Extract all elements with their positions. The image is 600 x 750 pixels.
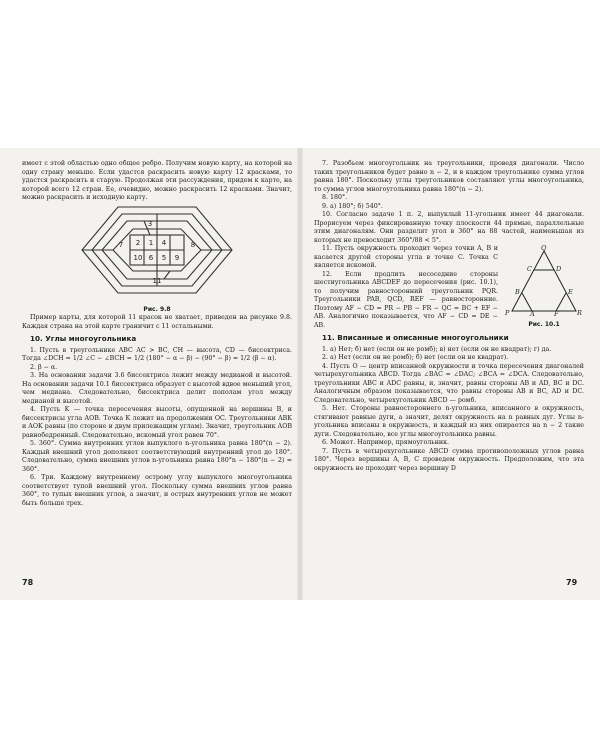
map-label-8: 8 xyxy=(190,240,196,249)
section-11-title: 11. Вписанные и описанные многоугольники xyxy=(322,333,509,342)
fig-label-D: D xyxy=(556,265,562,273)
fig-label-A: A xyxy=(530,310,535,317)
answer-10-10: 10. Согласно задаче 1 п. 2, выпуклый 11-угольник имеет 44 диагонали. Прорисуем через фиксированную точку плоскости 44 прямые, параллельные этим диагоналям. Они разделят угол в 360° на 88 частей, наименьшая из которых не превосходит 360°/88 < 5°. xyxy=(314,211,584,244)
answer-10-12: 12. Если продлить несоседние стороны шестиугольника ABCDEF до пересечения (рис. 10.1), то получим равносторонний треугольник PQR. Треугольники PAB, QCD, REF — равносторонние. Поэтому AF − CD = PR − PB − FR − QC = BC + EF − AB. Аналогично показывается, что AF − CD = DE − AB. xyxy=(314,270,498,329)
answer-10-6: 6. Три. Каждому внутреннему острому углу выпуклого многоугольника соответствует тупой внешний угол. Поскольку сумма внешних углов равна 360°, то тупых внешних углов, а значит, и острых внутренних углов не может быть больше трех. xyxy=(22,474,292,507)
left-after-figure-paragraph: Пример карты, для которой 11 красок не хватает, приведен на рисунке 9.8. Каждая страна на этой карте граничит с 11 остальными. xyxy=(22,314,292,330)
answer-10-11: 11. Пусть окружность проходит через точки A, B и касается другой стороны угла в точке C. Точка C является искомой. xyxy=(314,245,498,269)
map-label-7: 7 xyxy=(118,240,124,249)
left-page-number: 78 xyxy=(22,578,34,587)
answer-11-6: 6. Может. Например, прямоугольник. xyxy=(322,439,450,446)
left-intro-paragraph: имеет с этой областью одно общее ребро. Получим новую карту, на которой на одну страну меньше. Если удастся раскрасить новую карту 12 красками, то удастся раскрасить и старую. Продолжая эти рассуждения, придем к карте, на которой всего 12 стран. Ее, очевидно, можно раскрасить 12 красками. Значит, можно раскрасить и исходную карту. xyxy=(22,160,292,201)
map-label-3: 3 xyxy=(147,219,153,228)
answer-10-2: 2. β − α. xyxy=(30,363,58,371)
map-label-4: 4 xyxy=(161,238,167,247)
hexagon-map-diagram xyxy=(80,205,234,295)
figure-9-8-caption: Рис. 9.8 xyxy=(143,305,171,313)
fig-label-R: R xyxy=(577,309,582,317)
left-page xyxy=(22,160,292,508)
map-label-6: 6 xyxy=(148,253,154,262)
fig-label-B: B xyxy=(515,288,520,296)
map-label-9: 9 xyxy=(174,253,180,262)
wrapped-answers xyxy=(314,245,498,330)
answer-10-7: 7. Разобьем многоугольник на треугольники, проведя диагонали. Число таких треугольников будет равно n − 2, и в каждом треугольнике сумма углов равна 180°. Поскольку углы треугольников составляют углы многоугольника, то сумма углов многоугольника равна 180°(n − 2). xyxy=(314,160,584,193)
figure-10-1-caption: Рис. 10.1 xyxy=(528,320,560,328)
answer-10-8: 8. 180°. xyxy=(322,194,348,201)
answer-10-1: 1. Пусть в треугольнике ABC AC > BC, CH — высота, CD — биссектриса. Тогда ∠DCH = 1/2 ∠C − ∠BCH = 1/2 (180° − α − β) − (90° − β) = 1/2 (β − α). xyxy=(22,346,292,362)
triangle-hexagon-diagram xyxy=(504,245,584,317)
right-page xyxy=(314,160,584,473)
fig-label-F: F xyxy=(554,310,559,317)
map-label-10: 10 xyxy=(133,253,143,262)
map-label-2: 2 xyxy=(135,238,141,247)
figure-10-1 xyxy=(504,245,584,330)
fig-label-E: E xyxy=(568,288,573,296)
answer-11-5: 5. Нет. Стороны равностороннего n-угольника, вписанного в окружность, стягивают равные дуги, а значит, делят окружность на n равных дуг. Углы n-угольника вписаны в окружность, и каждый из них опирается на n − 2 такие дуги. Следовательно, все углы многоугольника равны. xyxy=(314,405,584,438)
fig-label-P: P xyxy=(505,309,510,317)
figure-9-8 xyxy=(22,205,292,305)
answer-11-1: 1. а) Нет; б) нет (если он не ромб); в) нет (если он не квадрат); г) да. xyxy=(322,345,552,353)
section-10-title: 10. Углы многоугольника xyxy=(30,334,137,343)
answer-10-3: 3. На основании задачи 3.6 биссектриса лежит между медианой и высотой. На основании задачи 10.1 биссектриса образует с высотой вдвое меньший угол, чем медиана. Следовательно, биссектриса делит пополам угол между медианой и высотой. xyxy=(22,372,292,405)
answer-10-4: 4. Пусть K — точка пересечения высоты, опущенной на вершины B, и биссектрисы угла AOB. Точка K лежит на продолжении OC. Треугольники ABK и AOK равны (по стороне и двум прилежащим углам). Значит, треугольник AOB равнобедренный. Следовательно, искомый угол равен 70°. xyxy=(22,406,292,439)
map-label-1: 1 xyxy=(148,238,154,247)
answer-11-7: 7. Пусть в четырехугольнике ABCD сумма противоположных углов равна 180°. Через вершины A, B, C проведем окружность. Предположим, что эта окружность не проходит через вершину D xyxy=(314,447,584,472)
wrapped-answers-with-figure xyxy=(314,245,584,330)
book-gutter xyxy=(297,148,303,600)
fig-label-C: C xyxy=(527,265,532,273)
map-label-11: 11 xyxy=(152,276,162,285)
map-label-5: 5 xyxy=(161,253,167,262)
answer-11-2: 2. а) Нет (если он не ромб); б) нет (если он не квадрат). xyxy=(322,354,509,361)
right-page-number: 79 xyxy=(566,578,578,587)
fig-label-Q: Q xyxy=(541,245,547,252)
answer-11-4: 4. Пусть O — центр вписанной окружности и точка пересечения диагоналей четырехугольника ABCD. Тогда ∠BAC = ∠DAC; ∠BCA = ∠DCA. Следовательно, треугольники ABC и ADC равны, и, значит, равны стороны AB и AD, BC и DC. Аналогичным образом показывается, что равны стороны AB и BC, AD и DC. Следовательно, четырехугольник ABCD — ромб. xyxy=(314,362,584,404)
answer-10-5: 5. 360°. Сумма внутренних углов выпуклого n-угольника равна 180°(n − 2). Каждый внешний угол дополняет соответствующий внутренний угол до 180°. Следовательно, сумма внешних углов n-угольника равна 180°n − 180°(n − 2) = 360°. xyxy=(22,440,292,473)
answer-10-9: 9. a) 180°; б) 540°. xyxy=(322,202,383,210)
